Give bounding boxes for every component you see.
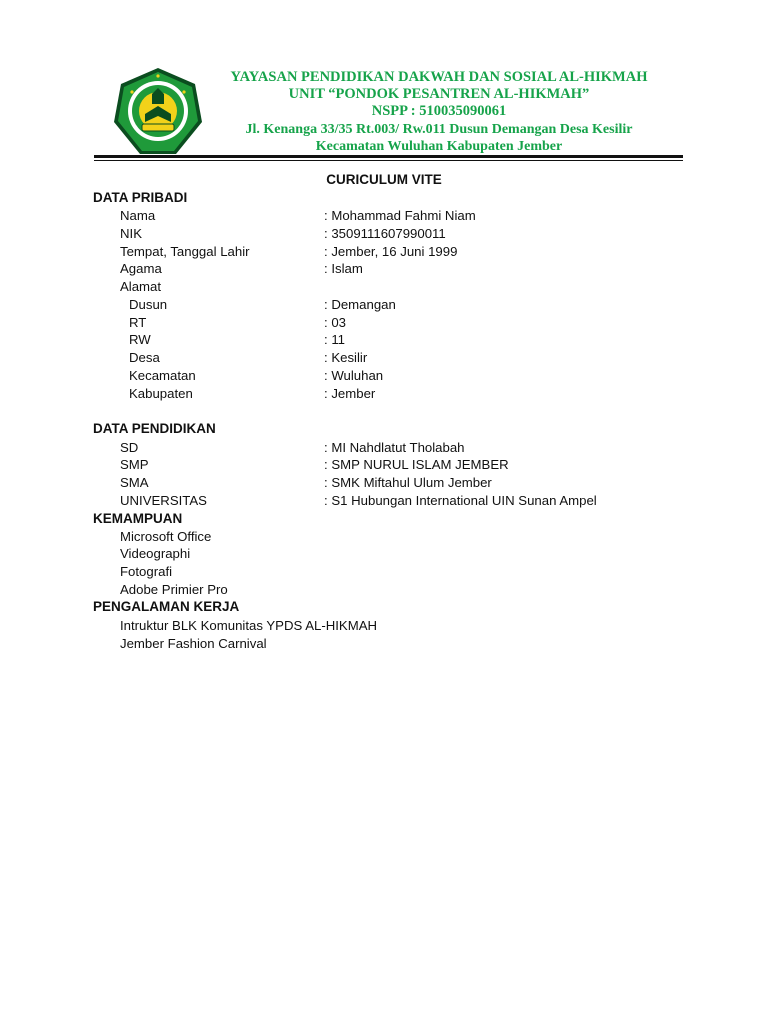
field-row-nama [0, 208, 768, 226]
letterhead-divider-thin [94, 160, 683, 161]
field-label: Kabupaten [129, 386, 193, 401]
field-value: : SMK Miftahul Ulum Jember [324, 475, 492, 490]
field-label: Kecamatan [129, 368, 196, 383]
field-label: RW [129, 332, 151, 347]
address-line-1: Jl. Kenanga 33/35 Rt.003/ Rw.011 Dusun Demangan Desa Kesilir [245, 121, 633, 137]
address-line-2: Kecamatan Wuluhan Kabupaten Jember [315, 138, 563, 154]
field-value: : Jember, 16 Juni 1999 [324, 244, 458, 259]
field-label: SMA [120, 475, 149, 490]
field-value: : Islam [324, 261, 363, 276]
field-label: Desa [129, 350, 160, 365]
section-heading-data-pendidikan: DATA PENDIDIKAN [93, 421, 216, 436]
nspp-number: NSPP : 510035090061 [371, 103, 507, 120]
section-heading-data-pribadi: DATA PRIBADI [93, 190, 188, 205]
document-title: CURICULUM VITE [326, 172, 442, 187]
letterhead-divider-thick [94, 155, 683, 158]
field-label: UNIVERSITAS [120, 493, 207, 508]
field-value: : S1 Hubungan International UIN Sunan Ampel [324, 493, 597, 508]
field-row-rt [0, 315, 768, 333]
field-value: : Demangan [324, 297, 396, 312]
experience-item: Jember Fashion Carnival [120, 636, 267, 651]
field-row-kabupaten [0, 386, 768, 404]
field-label: Alamat [120, 279, 162, 294]
field-row-rw [0, 332, 768, 350]
field-label: RT [129, 315, 147, 330]
skill-item: Fotografi [120, 564, 173, 579]
field-value: : Kesilir [324, 350, 368, 365]
foundation-logo [112, 66, 204, 158]
field-label: Dusun [129, 297, 168, 312]
field-value: : 03 [324, 315, 346, 330]
field-value: : Wuluhan [324, 368, 384, 383]
field-label: Tempat, Tanggal Lahir [120, 244, 250, 259]
experience-item: Intruktur BLK Komunitas YPDS AL-HIKMAH [120, 618, 378, 633]
field-row-sma [0, 475, 768, 493]
field-row-universitas [0, 493, 768, 511]
section-heading-pengalaman-kerja: PENGALAMAN KERJA [93, 599, 240, 614]
field-value: : 3509111607990011 [324, 226, 446, 241]
field-value: : MI Nahdlatut Tholabah [324, 440, 465, 455]
field-value: : Jember [324, 386, 376, 401]
field-label: Agama [120, 261, 162, 276]
field-row-tempat-tanggal-lahir [0, 244, 768, 262]
field-label: SD [120, 440, 139, 455]
field-value: : 11 [324, 332, 346, 347]
skill-item: Microsoft Office [120, 529, 212, 544]
field-row-smp [0, 457, 768, 475]
skill-item: Adobe Primier Pro [120, 582, 228, 597]
field-label: Nama [120, 208, 156, 223]
field-row-nik [0, 226, 768, 244]
skill-item: Videographi [120, 546, 191, 561]
field-row-kecamatan [0, 368, 768, 386]
field-label: NIK [120, 226, 142, 241]
field-row-alamat [0, 279, 768, 297]
letterhead [204, 69, 674, 155]
field-value: : Mohammad Fahmi Niam [324, 208, 476, 223]
field-label: SMP [120, 457, 149, 472]
field-row-desa [0, 350, 768, 368]
foundation-name: YAYASAN PENDIDIKAN DAKWAH DAN SOSIAL AL-HIKMAH [230, 69, 648, 85]
field-row-sd [0, 440, 768, 458]
field-row-agama [0, 261, 768, 279]
unit-name: UNIT “PONDOK PESANTREN AL-HIKMAH” [288, 86, 590, 103]
section-heading-kemampuan: KEMAMPUAN [93, 511, 183, 526]
field-row-dusun [0, 297, 768, 315]
field-value: : SMP NURUL ISLAM JEMBER [324, 457, 509, 472]
